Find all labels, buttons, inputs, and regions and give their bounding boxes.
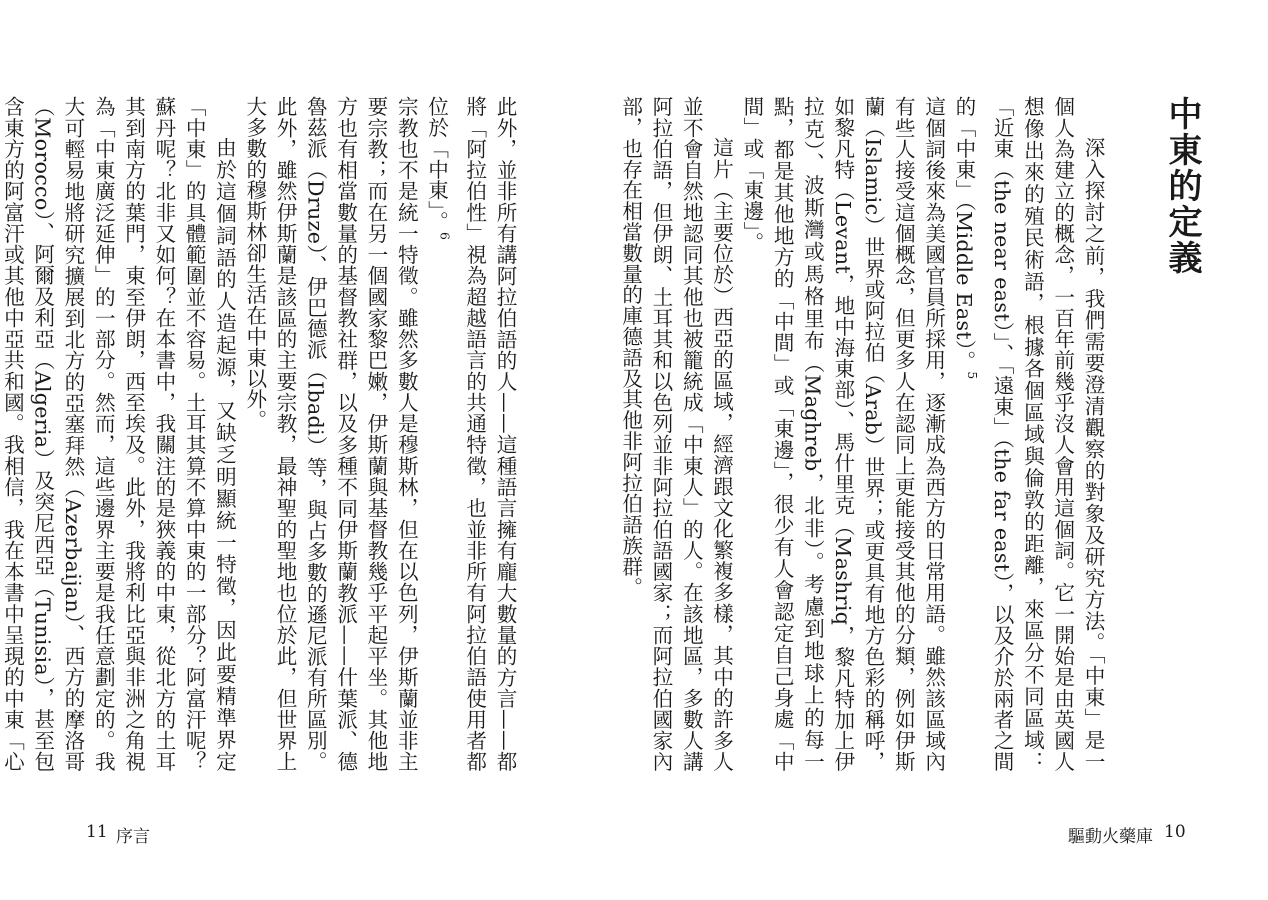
page-number-right: 10 [1164, 822, 1186, 842]
section-heading: 中東的定義 [1162, 96, 1202, 276]
right-page-body [618, 96, 1108, 772]
right-paragraph-2: 這個詞後來為美國官員所採用，逐漸成為西方的日常用語。雖然該區域內有些人接受這個概念，但更多人在認同上更能接受其他的分類，例如伊斯蘭（Islamic）世界或阿拉伯（Arab）世界；或更具有地方色彩的稱呼，如黎凡特（Levant，地中海東部）、馬什里克（Mashriq，黎凡特加上伊拉克）、波斯灣或馬格里布（Maghreb，北非）。考慮到地球上的每一點，都是其他地方的「中間」或「東邊」，很少有人會認定自己身處「中間」或「東邊」。 [739, 96, 946, 772]
left-paragraph-2: 宗教也不是統一特徵。雖然多數人是穆斯林，但在以色列，伊斯蘭並非主要宗教；而在另一個國家黎巴嫩，伊斯蘭與基督教幾乎平起平坐。其他地方也有相當數量的基督教社群，以及多種不同伊斯蘭教派——什葉派、德魯茲派（Druze）、伊巴德派（Ibadi）等，與占多數的遜尼派有所區別。此外，雖然伊斯蘭是該區的主要宗教，最神聖的聖地也位於此，但世界上大多數的穆斯林卻生活在中東以外。 [242, 96, 419, 772]
page-number-left: 11 [86, 822, 108, 842]
running-title-right: 驅動火藥庫 [1068, 827, 1153, 847]
left-paragraph-1: 此外，並非所有講阿拉伯語的人——這種語言擁有龐大數量的方言——都將「阿拉伯性」視為超越語言的共通特徵，也並非所有阿拉伯語使用者都位於「中東」。$^6$ [424, 96, 517, 772]
footnote-5: 5 [964, 371, 979, 380]
right-paragraph-3: 這片（主要位於）西亞的區域，經濟跟文化繁複多樣，其中的許多人並不會自然地認同其他也被籠統成「中東人」的人。在該地區，多數人講阿拉伯語，但伊朗、土耳其和以色列並非阿拉伯語國家；而阿拉伯國家內部，也存在相當數量的庫德語及其他非阿拉伯語族群。 [618, 96, 734, 772]
footnote-6: 6 [437, 232, 452, 241]
left-paragraph-3: 由於這個詞語的人造起源，又缺乏明顯統一特徵，因此要精準界定「中東」的具體範圍並不容易。土耳其算不算中東的一部分？阿富汗呢？蘇丹呢？北非又如何？在本書中，我關注的是狹義的中東，從北方的土耳其到南方的葉門，東至伊朗，西至埃及。此外，我將利比亞與非洲之角視為「中東廣泛延伸」的一部分。然而，這些邊界主要是我任意劃定的。我大可輕易地將研究擴展到北方的亞塞拜然（Azerbaijan）、西方的摩洛哥（Morocco）、阿爾及利亞（Algeria）及突尼西亞（Tunisia），甚至包含東方的阿富汗或其他中亞共和國。我相信，我在本書中呈現的中東「心 [0, 96, 237, 772]
right-paragraph-1: 深入探討之前，我們需要澄清觀察的對象及研究方法。「中東」是一個人為建立的概念，一百年前幾乎沒人會用這個詞。它一開始是由英國人想像出來的殖民術語，根據各個區域與倫敦的距離，來區分不同區域：「近東（the near east）」、「遠東」（the far east），以及介於兩者之間的「中東」（Middle East）。$^5$ [951, 96, 1105, 772]
right-page [618, 0, 1268, 900]
left-page-body [0, 96, 520, 772]
running-title-left: 序言 [116, 827, 150, 847]
